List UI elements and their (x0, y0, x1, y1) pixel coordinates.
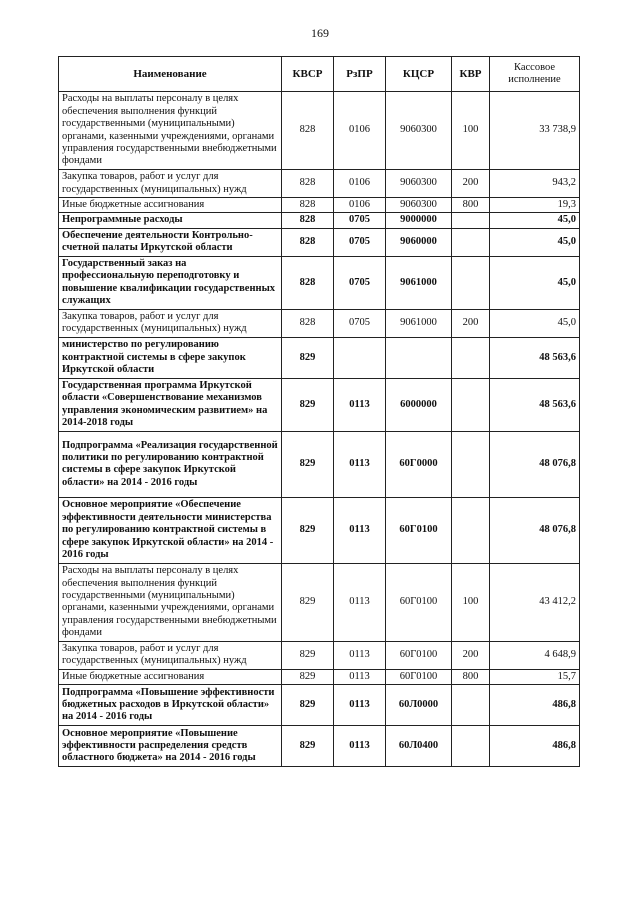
row-name: Государственная программа Иркутской области «Совершенствование механизмов управления экономическим развитием» на 2014-2018 годы (59, 378, 282, 431)
row-kvsr: 829 (282, 685, 334, 726)
row-kvr (452, 228, 490, 256)
row-amount: 486,8 (490, 685, 580, 726)
row-kvr: 100 (452, 92, 490, 170)
row-rzpr: 0113 (334, 431, 386, 497)
row-kvsr: 829 (282, 337, 334, 378)
row-kcsr: 9060300 (386, 170, 452, 198)
row-kvsr: 829 (282, 431, 334, 497)
row-kvr (452, 213, 490, 228)
row-rzpr: 0705 (334, 256, 386, 309)
row-kcsr: 9060300 (386, 92, 452, 170)
row-rzpr: 0705 (334, 213, 386, 228)
row-rzpr (334, 337, 386, 378)
row-amount: 43 412,2 (490, 563, 580, 641)
row-kcsr (386, 337, 452, 378)
table-row (59, 309, 580, 337)
header-kvr: КВР (452, 57, 490, 92)
table-row (59, 337, 580, 378)
table-row (59, 685, 580, 726)
row-kvr (452, 378, 490, 431)
row-kcsr: 9060300 (386, 198, 452, 213)
row-amount: 943,2 (490, 170, 580, 198)
budget-table (58, 56, 580, 767)
row-name: Закупка товаров, работ и услуг для государственных (муниципальных) нужд (59, 309, 282, 337)
row-name: Иные бюджетные ассигнования (59, 198, 282, 213)
row-kvr (452, 685, 490, 726)
table-row (59, 431, 580, 497)
table-row (59, 726, 580, 767)
row-rzpr: 0106 (334, 92, 386, 170)
row-kcsr: 9061000 (386, 309, 452, 337)
row-amount: 486,8 (490, 726, 580, 767)
header-kvsr: КВСР (282, 57, 334, 92)
row-kvr: 100 (452, 563, 490, 641)
row-kvr: 800 (452, 198, 490, 213)
row-name: Государственный заказ на профессиональную переподготовку и повышение квалификации государственных служащих (59, 256, 282, 309)
row-kvr: 200 (452, 170, 490, 198)
row-kvsr: 828 (282, 198, 334, 213)
row-amount: 19,3 (490, 198, 580, 213)
row-rzpr: 0113 (334, 497, 386, 563)
row-kcsr: 60Г0100 (386, 497, 452, 563)
row-amount: 48 563,6 (490, 378, 580, 431)
table-row (59, 641, 580, 669)
row-kcsr: 60Г0100 (386, 563, 452, 641)
page-number: 169 (311, 26, 329, 40)
row-amount: 45,0 (490, 309, 580, 337)
table-row (59, 198, 580, 213)
row-kvsr: 828 (282, 228, 334, 256)
row-kvr: 800 (452, 669, 490, 684)
row-kvsr: 829 (282, 669, 334, 684)
row-rzpr: 0113 (334, 563, 386, 641)
row-name: Непрограммные расходы (59, 213, 282, 228)
row-amount: 45,0 (490, 228, 580, 256)
table-row (59, 92, 580, 170)
row-kvsr: 829 (282, 563, 334, 641)
table-row (59, 378, 580, 431)
row-name: Расходы на выплаты персоналу в целях обеспечения выполнения функций государственными (муниципальными) органами, казенными учреждениями, органами управления государственными внебюджетными фондами (59, 92, 282, 170)
table-row (59, 170, 580, 198)
row-kvr (452, 726, 490, 767)
row-name: Закупка товаров, работ и услуг для государственных (муниципальных) нужд (59, 641, 282, 669)
row-rzpr: 0113 (334, 726, 386, 767)
row-name: Расходы на выплаты персоналу в целях обеспечения выполнения функций государственными (муниципальными) органами, казенными учреждениями, органами управления государственными внебюджетными фондами (59, 563, 282, 641)
row-amount: 33 738,9 (490, 92, 580, 170)
row-kcsr: 60Г0100 (386, 669, 452, 684)
table-row (59, 669, 580, 684)
row-amount: 45,0 (490, 213, 580, 228)
row-kvsr: 828 (282, 256, 334, 309)
row-kvr (452, 497, 490, 563)
row-kcsr: 60Л0000 (386, 685, 452, 726)
row-kcsr: 60Г0100 (386, 641, 452, 669)
row-kvr (452, 431, 490, 497)
header-kcsr: КЦСР (386, 57, 452, 92)
table-row (59, 256, 580, 309)
row-name: Основное мероприятие «Повышение эффективности распределения средств областного бюджета» на 2014 - 2016 годы (59, 726, 282, 767)
row-kcsr: 60Г0000 (386, 431, 452, 497)
table-row (59, 228, 580, 256)
table-row (59, 497, 580, 563)
row-kvr: 200 (452, 641, 490, 669)
row-kvsr: 829 (282, 726, 334, 767)
row-name: Иные бюджетные ассигнования (59, 669, 282, 684)
row-kcsr: 9061000 (386, 256, 452, 309)
row-rzpr: 0705 (334, 228, 386, 256)
row-name: Подпрограмма «Реализация государственной политики по регулированию контрактной системы в сфере закупок Иркутской области» на 2014 - 2016 годы (59, 431, 282, 497)
row-rzpr: 0106 (334, 170, 386, 198)
row-name: Подпрограмма «Повышение эффективности бюджетных расходов в Иркутской области» на 2014 - 2016 годы (59, 685, 282, 726)
row-amount: 15,7 (490, 669, 580, 684)
row-kcsr: 6000000 (386, 378, 452, 431)
table-row (59, 563, 580, 641)
header-name: Наименование (59, 57, 282, 92)
row-amount: 45,0 (490, 256, 580, 309)
row-kvr: 200 (452, 309, 490, 337)
row-rzpr: 0113 (334, 685, 386, 726)
table-row (59, 213, 580, 228)
row-kvr (452, 256, 490, 309)
header-execution: Кассовое исполнение (490, 57, 580, 92)
row-kvsr: 828 (282, 170, 334, 198)
row-kvsr: 829 (282, 378, 334, 431)
row-rzpr: 0113 (334, 641, 386, 669)
row-name: министерство по регулированию контрактной системы в сфере закупок Иркутской области (59, 337, 282, 378)
row-rzpr: 0106 (334, 198, 386, 213)
row-rzpr: 0113 (334, 378, 386, 431)
table-header-row (59, 57, 580, 92)
row-kvsr: 828 (282, 213, 334, 228)
row-kcsr: 9000000 (386, 213, 452, 228)
row-name: Обеспечение деятельности Контрольно-счетной палаты Иркутской области (59, 228, 282, 256)
row-amount: 48 076,8 (490, 497, 580, 563)
row-kvsr: 829 (282, 497, 334, 563)
row-kvsr: 828 (282, 92, 334, 170)
row-kvr (452, 337, 490, 378)
row-amount: 48 076,8 (490, 431, 580, 497)
row-rzpr: 0705 (334, 309, 386, 337)
header-rzpr: РзПР (334, 57, 386, 92)
row-kcsr: 60Л0400 (386, 726, 452, 767)
row-amount: 4 648,9 (490, 641, 580, 669)
row-name: Закупка товаров, работ и услуг для государственных (муниципальных) нужд (59, 170, 282, 198)
row-rzpr: 0113 (334, 669, 386, 684)
row-kcsr: 9060000 (386, 228, 452, 256)
row-kvsr: 828 (282, 309, 334, 337)
row-amount: 48 563,6 (490, 337, 580, 378)
row-kvsr: 829 (282, 641, 334, 669)
row-name: Основное мероприятие «Обеспечение эффективности деятельности министерства по регулированию контрактной системы в сфере закупок Иркутской области» на 2014 - 2016 годы (59, 497, 282, 563)
